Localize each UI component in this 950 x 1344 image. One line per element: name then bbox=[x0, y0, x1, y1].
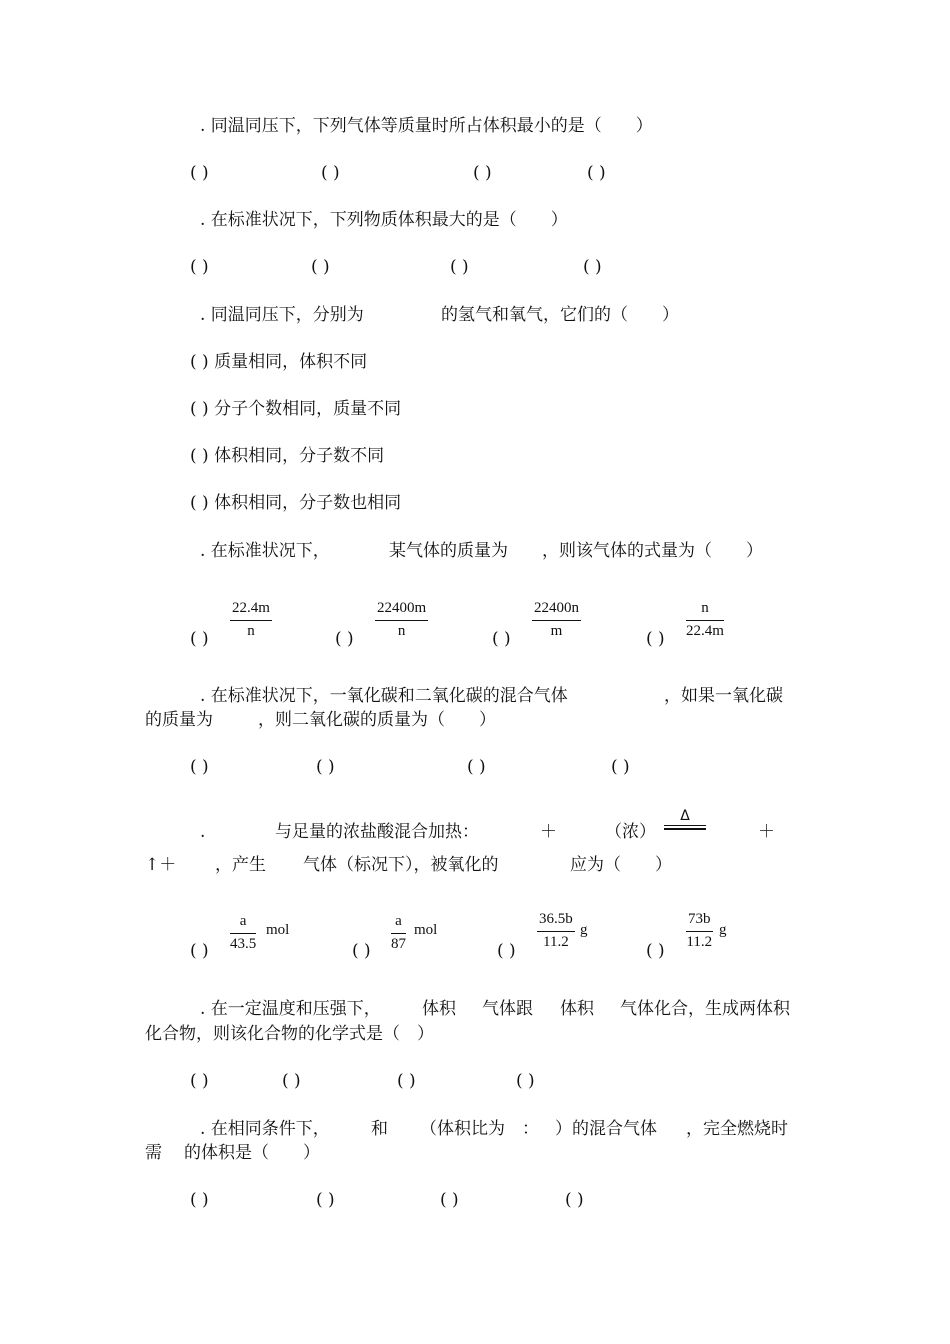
q6-option-c: ( ) bbox=[497, 941, 516, 961]
question-8-line1-a: . 在相同条件下， bbox=[200, 1119, 330, 1139]
question-7-line2: 化合物，则该化合物的化学式是（ ） bbox=[145, 1024, 434, 1044]
question-6-line2-a: ↑＋ bbox=[145, 855, 177, 875]
question-5-line1-b: ，如果一氧化碳 bbox=[664, 686, 783, 706]
fraction-numerator: 22400n bbox=[532, 600, 581, 621]
question-7-line1-d: 体积 bbox=[560, 999, 594, 1019]
question-7-line1-a: . 在一定温度和压强下， bbox=[200, 999, 381, 1019]
fraction-denominator: n bbox=[397, 623, 406, 639]
question-4-stem-a: . 在标准状况下， bbox=[200, 541, 330, 561]
question-6-line2-c: 气体（标况下），被氧化的 bbox=[303, 855, 499, 875]
q6-option-d: ( ) bbox=[646, 941, 665, 961]
q4-fraction-a bbox=[230, 600, 272, 640]
q4-option-c: ( ) bbox=[492, 629, 511, 649]
q1-option-b: ( ) bbox=[321, 163, 340, 183]
delta-bar-upper bbox=[664, 825, 706, 826]
fraction-denominator: 11.2 bbox=[686, 934, 713, 950]
q6-unit-c: g bbox=[580, 922, 588, 938]
heating-delta-sign bbox=[664, 809, 706, 830]
q5-option-d: ( ) bbox=[611, 757, 630, 777]
q5-option-c: ( ) bbox=[467, 757, 486, 777]
question-8-line1-b: 和 bbox=[371, 1119, 388, 1139]
question-6-concentrated: （浓） bbox=[605, 822, 656, 842]
question-6-plus-1: ＋ bbox=[540, 822, 557, 842]
q4-option-d: ( ) bbox=[646, 629, 665, 649]
question-8-line1-c: （体积比为 bbox=[420, 1119, 505, 1139]
question-3-stem-a: . 同温同压下，分别为 bbox=[200, 305, 364, 325]
question-8-line1-f: ，完全燃烧时 bbox=[686, 1119, 788, 1139]
fraction-numerator: a bbox=[230, 913, 256, 934]
q3-option-a: ( ) 质量相同，体积不同 bbox=[190, 352, 368, 372]
q8-option-b: ( ) bbox=[316, 1190, 335, 1210]
question-8-line1-d: ： bbox=[522, 1119, 539, 1139]
fraction-denominator: m bbox=[550, 623, 563, 639]
fraction-numerator: 22400m bbox=[375, 600, 428, 621]
q8-option-d: ( ) bbox=[565, 1190, 584, 1210]
question-5-line2-b: ，则二氧化碳的质量为（ ） bbox=[258, 710, 496, 730]
q4-option-b: ( ) bbox=[335, 629, 354, 649]
q7-option-c: ( ) bbox=[397, 1071, 416, 1091]
question-4-stem-c: ，则该气体的式量为（ ） bbox=[542, 541, 763, 561]
fraction-denominator: 22.4m bbox=[686, 623, 724, 639]
question-8-line2-a: 需 bbox=[145, 1143, 162, 1163]
question-6-line2-b: ，产生 bbox=[215, 855, 266, 875]
q8-option-a: ( ) bbox=[190, 1190, 209, 1210]
q6-unit-a: mol bbox=[266, 922, 290, 938]
question-8-line1-e: ）的混合气体 bbox=[555, 1119, 657, 1139]
question-6-line1-b: 与足量的浓盐酸混合加热： bbox=[275, 822, 479, 842]
q2-option-c: ( ) bbox=[450, 257, 469, 277]
question-6-plus-2: ＋ bbox=[758, 822, 775, 842]
q2-option-a: ( ) bbox=[190, 257, 209, 277]
q6-fraction-a bbox=[230, 913, 256, 953]
delta-symbol: Δ bbox=[680, 808, 690, 824]
q5-option-b: ( ) bbox=[316, 757, 335, 777]
question-7-line1-b: 体积 bbox=[422, 999, 456, 1019]
q3-option-d: ( ) 体积相同，分子数也相同 bbox=[190, 493, 402, 513]
q3-option-c: ( ) 体积相同，分子数不同 bbox=[190, 446, 385, 466]
q1-option-d: ( ) bbox=[587, 163, 606, 183]
q6-fraction-b bbox=[391, 913, 406, 953]
q7-option-a: ( ) bbox=[190, 1071, 209, 1091]
q3-option-b: ( ) 分子个数相同，质量不同 bbox=[190, 399, 402, 419]
q7-option-d: ( ) bbox=[516, 1071, 535, 1091]
fraction-denominator: 87 bbox=[391, 936, 406, 952]
fraction-denominator: 11.2 bbox=[543, 934, 569, 950]
question-4-stem-b: 某气体的质量为 bbox=[389, 541, 508, 561]
question-1-stem: . 同温同压下，下列气体等质量时所占体积最小的是（ ） bbox=[200, 116, 653, 136]
fraction-numerator: a bbox=[391, 913, 406, 934]
question-6-line2-d: 应为（ ） bbox=[570, 855, 672, 875]
fraction-numerator: 36.5b bbox=[537, 911, 575, 932]
q6-fraction-d bbox=[686, 911, 713, 951]
q7-option-b: ( ) bbox=[282, 1071, 301, 1091]
q2-option-d: ( ) bbox=[583, 257, 602, 277]
delta-bar-lower bbox=[664, 828, 706, 829]
q4-option-a: ( ) bbox=[190, 629, 209, 649]
question-7-line1-e: 气体化合，生成两体积 bbox=[620, 999, 790, 1019]
q4-fraction-c bbox=[532, 600, 581, 640]
question-6-line1-a: . bbox=[200, 822, 206, 842]
q1-option-c: ( ) bbox=[473, 163, 492, 183]
q6-fraction-c bbox=[537, 911, 575, 951]
q6-option-a: ( ) bbox=[190, 941, 209, 961]
fraction-numerator: n bbox=[686, 600, 724, 621]
q4-fraction-b bbox=[375, 600, 428, 640]
question-7-line1-c: 气体跟 bbox=[482, 999, 533, 1019]
q6-unit-b: mol bbox=[414, 922, 438, 938]
fraction-denominator: n bbox=[247, 623, 255, 639]
q1-option-a: ( ) bbox=[190, 163, 209, 183]
fraction-numerator: 73b bbox=[686, 911, 713, 932]
q8-option-c: ( ) bbox=[440, 1190, 459, 1210]
question-3-stem-b: 的氢气和氧气，它们的（ ） bbox=[441, 305, 679, 325]
question-2-stem: . 在标准状况下，下列物质体积最大的是（ ） bbox=[200, 210, 568, 230]
q5-option-a: ( ) bbox=[190, 757, 209, 777]
question-8-line2-b: 的体积是（ ） bbox=[184, 1143, 320, 1163]
fraction-denominator: 43.5 bbox=[230, 936, 257, 952]
q2-option-b: ( ) bbox=[311, 257, 330, 277]
q6-option-b: ( ) bbox=[352, 941, 371, 961]
question-5-line1-a: . 在标准状况下，一氧化碳和二氧化碳的混合气体 bbox=[200, 686, 568, 706]
question-5-line2-a: 的质量为 bbox=[145, 710, 213, 730]
q6-unit-d: g bbox=[719, 922, 727, 938]
q4-fraction-d bbox=[686, 600, 724, 640]
fraction-numerator: 22.4m bbox=[230, 600, 272, 621]
